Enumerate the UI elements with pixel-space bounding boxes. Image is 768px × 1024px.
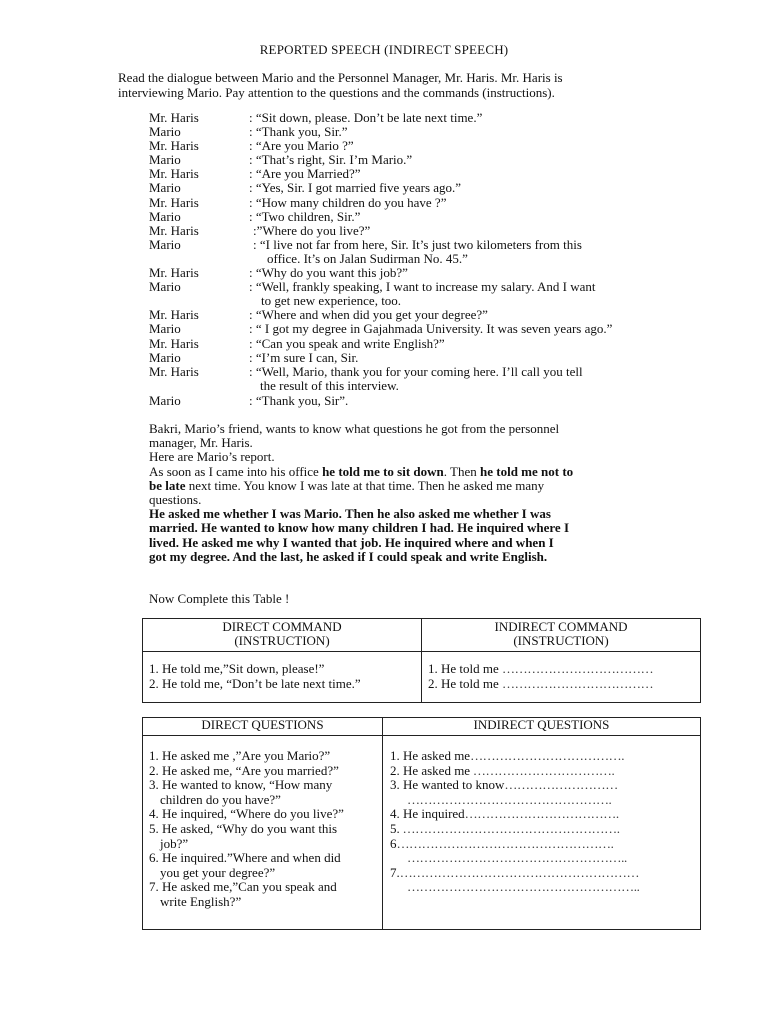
answer-line[interactable] <box>390 793 694 808</box>
report-text: next time. You know I was late at that time. Then he asked me many <box>185 477 545 493</box>
header-line: (INSTRUCTION) <box>234 633 330 648</box>
utterance: to get new experience, too. <box>261 293 402 309</box>
utterance: : “I’m sure I can, Sir. <box>249 349 359 365</box>
report-line: manager, Mr. Haris. <box>149 435 253 451</box>
dialogue-line <box>149 139 709 153</box>
command-table <box>142 618 701 703</box>
answer-blank[interactable]: ……………………………………………….. <box>406 879 640 895</box>
report-line <box>149 465 649 479</box>
speaker: Mr. Haris <box>149 194 199 210</box>
utterance: : “Yes, Sir. I got married five years ago.” <box>249 180 462 196</box>
answer-blank[interactable]: ……………………… <box>504 777 618 793</box>
list-item: 2. He asked me, “Are you married?” <box>149 762 339 778</box>
dialogue-line <box>149 111 709 125</box>
answer-label: 2. He told me <box>428 675 499 691</box>
utterance: : “Well, Mario, thank you for your coming here. I’ll call you tell <box>249 363 583 379</box>
answer-blank[interactable]: ………………………………………………… <box>399 864 640 880</box>
speaker: Mr. Haris <box>149 138 199 154</box>
dialogue-line <box>149 196 709 210</box>
answer-blank[interactable]: ……………………………. <box>470 762 615 778</box>
report-bold-text: he told me to sit down <box>322 463 444 479</box>
speaker: Mr. Haris <box>149 222 199 238</box>
answer-line[interactable] <box>390 822 694 837</box>
answer-blank[interactable]: ………………………………. <box>464 806 619 822</box>
speaker: Mr. Haris <box>149 166 199 182</box>
list-item: 2. He told me, “Don’t be late next time.” <box>149 675 361 691</box>
indirect-command-header <box>422 619 701 652</box>
utterance: : “Sit down, please. Don’t be late next time.” <box>249 110 483 125</box>
speaker: Mario <box>149 236 181 252</box>
report-line: Bakri, Mario’s friend, wants to know what questions he got from the personnel <box>149 421 560 436</box>
utterance: the result of this interview. <box>260 377 399 393</box>
dialogue-line <box>149 337 709 351</box>
intro-line: interviewing Mario. Pay attention to the questions and the commands (instructions). <box>118 85 555 100</box>
direct-command-list <box>143 652 422 703</box>
header-line: DIRECT COMMAND <box>222 619 342 634</box>
answer-line[interactable] <box>390 807 694 822</box>
list-item: write English?” <box>160 893 242 909</box>
report-text: . Then <box>443 463 480 479</box>
dialogue-line <box>149 252 709 266</box>
answer-label: 6 <box>389 835 397 851</box>
utterance: : “How many children do you have ?” <box>249 194 447 210</box>
report-bold-text: be late <box>149 477 186 493</box>
answer-line[interactable] <box>390 880 694 895</box>
utterance: : “Thank you, Sir”. <box>249 393 349 409</box>
report-line: questions. <box>149 492 202 508</box>
report-bold-line: married. He wanted to know how many children I had. He inquired where I <box>149 520 570 536</box>
speaker: Mr. Haris <box>149 363 199 379</box>
list-item: 1. He asked me ,”Are you Mario?” <box>149 748 331 763</box>
list-item: 7. He asked me,”Can you speak and <box>149 879 337 895</box>
dialogue-line <box>149 224 709 238</box>
indirect-questions-header: INDIRECT QUESTIONS <box>382 718 700 736</box>
utterance: : “Well, frankly speaking, I want to increase my salary. And I want <box>249 279 596 295</box>
direct-questions-list <box>143 736 383 930</box>
utterance: : “Two children, Sir.” <box>249 208 361 224</box>
speaker: Mario <box>149 180 181 196</box>
report-text: As soon as I came into his office <box>149 463 323 479</box>
speaker: Mario <box>149 124 181 140</box>
utterance: office. It’s on Jalan Sudirman No. 45.” <box>267 250 468 266</box>
dialogue-line <box>149 308 709 322</box>
answer-label: 1. He told me <box>428 661 499 676</box>
indirect-command-answers <box>422 652 701 703</box>
indirect-questions-answers <box>382 736 700 930</box>
answer-line[interactable] <box>390 851 694 866</box>
report-line: Here are Mario’s report. <box>149 449 275 465</box>
answer-line[interactable] <box>390 778 694 793</box>
answer-blank[interactable]: ……………………………………………. <box>396 835 614 851</box>
dialogue-line <box>149 280 709 294</box>
answer-line[interactable] <box>428 677 694 692</box>
dialogue-line <box>149 394 709 408</box>
utterance: : “Where and when did you get your degree?” <box>249 307 488 323</box>
report-bold-line: He asked me whether I was Mario. Then he also asked me whether I was <box>149 506 551 522</box>
header-line: INDIRECT COMMAND <box>494 619 628 634</box>
utterance: : “Thank you, Sir.” <box>249 124 348 140</box>
answer-blank[interactable]: ……………………………… <box>502 675 654 691</box>
dialogue-line <box>149 167 709 181</box>
dialogue-line <box>149 379 709 393</box>
dialogue-line <box>149 365 709 379</box>
list-item: children do you have?” <box>160 791 281 807</box>
answer-label: 7. <box>389 864 400 880</box>
utterance: : “I live not far from here, Sir. It’s just two kilometers from this <box>253 236 582 252</box>
utterance: : “Are you Mario ?” <box>249 138 354 154</box>
direct-questions-header: DIRECT QUESTIONS <box>143 718 383 736</box>
utterance: : “Are you Married?” <box>249 166 361 182</box>
report-bold-line: got my degree. And the last, he asked if I could speak and write English. <box>149 548 548 564</box>
speaker: Mr. Haris <box>149 335 199 351</box>
utterance: : “That’s right, Sir. I’m Mario.” <box>249 152 413 168</box>
answer-line[interactable] <box>390 749 694 764</box>
speaker: Mario <box>149 349 181 365</box>
speaker: Mario <box>149 321 181 337</box>
list-item: 1. He told me,”Sit down, please!” <box>149 661 325 676</box>
speaker: Mr. Haris <box>149 307 199 323</box>
dialogue-line <box>149 266 709 280</box>
report-line <box>149 479 649 493</box>
dialogue <box>149 111 709 409</box>
speaker: Mario <box>149 208 181 224</box>
answer-blank[interactable]: ………………………………. <box>470 748 625 763</box>
speaker: Mr. Haris <box>149 265 199 281</box>
list-item: 4. He inquired, “Where do you live?” <box>149 806 344 822</box>
dialogue-line <box>149 294 709 308</box>
speaker: Mario <box>149 393 181 409</box>
list-item: 6. He inquired.”Where and when did <box>149 850 341 866</box>
mario-report <box>149 422 649 564</box>
utterance: :”Where do you live?” <box>253 222 371 238</box>
speaker: Mario <box>149 152 181 168</box>
dialogue-line <box>149 238 709 252</box>
answer-label: 3. He wanted to know <box>389 777 505 793</box>
list-item: job?” <box>160 835 189 851</box>
direct-command-header <box>143 619 422 652</box>
answer-blank[interactable]: ……………………………… <box>502 661 654 676</box>
intro-paragraph <box>118 70 678 100</box>
answer-label: 5. <box>389 820 400 836</box>
utterance: : “ I got my degree in Gajahmada University. It was seven years ago.” <box>249 321 613 337</box>
answer-line[interactable] <box>428 662 694 677</box>
dialogue-line <box>149 210 709 224</box>
dialogue-line <box>149 153 709 167</box>
report-bold-text: he told me not to <box>480 463 574 479</box>
dialogue-line <box>149 181 709 195</box>
utterance: : “Can you speak and write English?” <box>249 335 445 351</box>
utterance: : “Why do you want this job?” <box>249 265 408 281</box>
dialogue-line <box>149 351 709 365</box>
table-instruction: Now Complete this Table ! <box>149 591 290 606</box>
questions-table <box>142 717 701 930</box>
speaker: Mario <box>149 279 181 295</box>
list-item: you get your degree?” <box>160 864 276 880</box>
page-title: REPORTED SPEECH (INDIRECT SPEECH) <box>259 42 509 57</box>
intro-line: Read the dialogue between Mario and the Personnel Manager, Mr. Haris. Mr. Haris is <box>118 70 563 85</box>
answer-label: 2. He asked me <box>389 762 471 778</box>
answer-blank[interactable]: ……………………………………………. <box>399 820 620 836</box>
answer-blank[interactable]: …………………………………………….. <box>406 850 627 866</box>
speaker: Mr. Haris <box>149 110 199 125</box>
answer-label: 1. He asked me <box>389 748 471 763</box>
answer-line[interactable] <box>390 837 694 852</box>
list-item: 3. He wanted to know, “How many <box>149 777 333 793</box>
report-bold-line: lived. He asked me why I wanted that job. He inquired where and when I <box>149 534 554 550</box>
dialogue-line <box>149 322 709 336</box>
list-item: 5. He asked, “Why do you want this <box>149 820 338 836</box>
answer-blank[interactable]: …………………………………………. <box>406 791 612 807</box>
dialogue-line <box>149 125 709 139</box>
answer-line[interactable] <box>390 866 694 881</box>
answer-label: 4. He inquired <box>389 806 465 822</box>
header-line: (INSTRUCTION) <box>513 633 609 648</box>
answer-line[interactable] <box>390 764 694 779</box>
